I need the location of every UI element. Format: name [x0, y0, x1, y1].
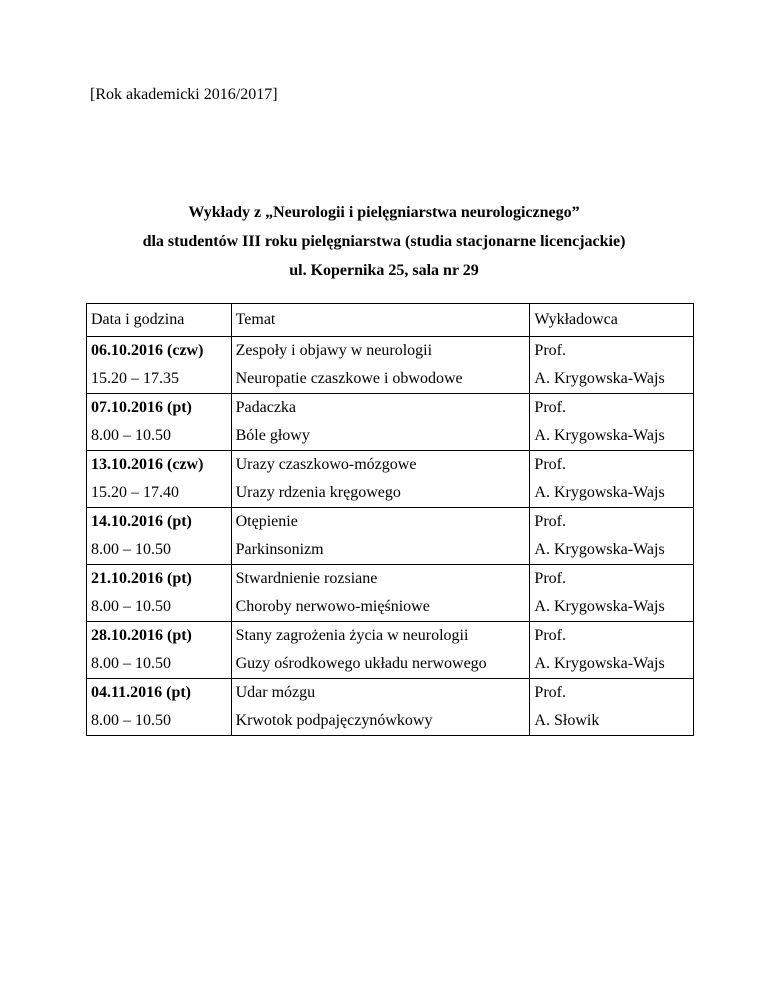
session-date: 06.10.2016 (czw)	[87, 337, 232, 366]
session-time: 8.00 – 10.50	[87, 650, 232, 679]
table-row	[87, 565, 694, 594]
table-row	[87, 593, 694, 622]
session-lecturer-name: A. Krygowska-Wajs	[534, 484, 665, 501]
session-topic: Urazy rdzenia kręgowego	[231, 479, 530, 508]
session-time: 15.20 – 17.40	[87, 479, 232, 508]
session-topic: Choroby nerwowo-mięśniowe	[231, 593, 530, 622]
session-time: 8.00 – 10.50	[87, 593, 232, 622]
session-topic: Urazy czaszkowo-mózgowe	[231, 451, 530, 480]
session-lecturer-name: A. Krygowska-Wajs	[534, 427, 665, 444]
session-lecturer-title: Prof.	[530, 451, 694, 480]
session-topic: Bóle głowy	[231, 422, 530, 451]
session-lecturer-title: Prof.	[530, 394, 694, 423]
session-lecturer-title: Prof.	[530, 679, 694, 708]
document-title: Wykłady z „Neurologii i pielęgniarstwa neurologicznego”	[188, 204, 580, 221]
session-topic: Neuropatie czaszkowe i obwodowe	[231, 365, 530, 394]
session-lecturer-name: A. Słowik	[534, 712, 600, 729]
session-topic: Udar mózgu	[231, 679, 530, 708]
schedule-body	[87, 304, 694, 736]
table-row	[87, 650, 694, 679]
session-time: 8.00 – 10.50	[87, 422, 232, 451]
session-lecturer-title: Prof.	[530, 337, 694, 366]
session-topic: Padaczka	[231, 394, 530, 423]
session-time: 8.00 – 10.50	[87, 536, 232, 565]
session-lecturer-title: Prof.	[530, 622, 694, 651]
session-date: 13.10.2016 (czw)	[87, 451, 232, 480]
session-topic: Krwotok podpajęczynówkowy	[231, 707, 530, 736]
session-lecturer-name: A. Krygowska-Wajs	[534, 370, 665, 387]
header-date-time: Data i godzina	[87, 304, 232, 337]
table-row	[87, 622, 694, 651]
table-row	[87, 707, 694, 736]
academic-year-label: [Rok akademicki 2016/2017]	[90, 86, 278, 103]
table-row	[87, 679, 694, 708]
table-row	[87, 394, 694, 423]
session-date: 04.11.2016 (pt)	[87, 679, 232, 708]
table-row	[87, 337, 694, 366]
table-row	[87, 536, 694, 565]
session-lecturer-title: Prof.	[530, 508, 694, 537]
session-topic: Stany zagrożenia życia w neurologii	[231, 622, 530, 651]
session-lecturer-title: Prof.	[530, 565, 694, 594]
table-row	[87, 365, 694, 394]
session-time: 8.00 – 10.50	[87, 707, 232, 736]
session-date: 07.10.2016 (pt)	[87, 394, 232, 423]
session-lecturer-name: A. Krygowska-Wajs	[534, 598, 665, 615]
session-time: 15.20 – 17.35	[87, 365, 232, 394]
document-title-block	[0, 198, 768, 285]
session-date: 14.10.2016 (pt)	[87, 508, 232, 537]
session-topic: Otępienie	[231, 508, 530, 537]
session-topic: Stwardnienie rozsiane	[231, 565, 530, 594]
document-subtitle: dla studentów III roku pielęgniarstwa (studia stacjonarne licencjackie)	[142, 233, 626, 250]
session-lecturer-name: A. Krygowska-Wajs	[534, 541, 665, 558]
session-lecturer-name: A. Krygowska-Wajs	[534, 655, 665, 672]
table-row	[87, 451, 694, 480]
table-row	[87, 508, 694, 537]
session-date: 21.10.2016 (pt)	[87, 565, 232, 594]
table-row	[87, 422, 694, 451]
session-date: 28.10.2016 (pt)	[87, 622, 232, 651]
session-topic: Guzy ośrodkowego układu nerwowego	[231, 650, 530, 679]
table-row	[87, 479, 694, 508]
lecture-schedule-table	[86, 303, 694, 736]
header-topic: Temat	[231, 304, 530, 337]
session-topic: Zespoły i objawy w neurologii	[231, 337, 530, 366]
header-lecturer: Wykładowca	[534, 311, 618, 328]
session-topic: Parkinsonizm	[231, 536, 530, 565]
location-line: ul. Kopernika 25, sala nr 29	[289, 262, 479, 279]
table-header-row	[87, 304, 694, 337]
